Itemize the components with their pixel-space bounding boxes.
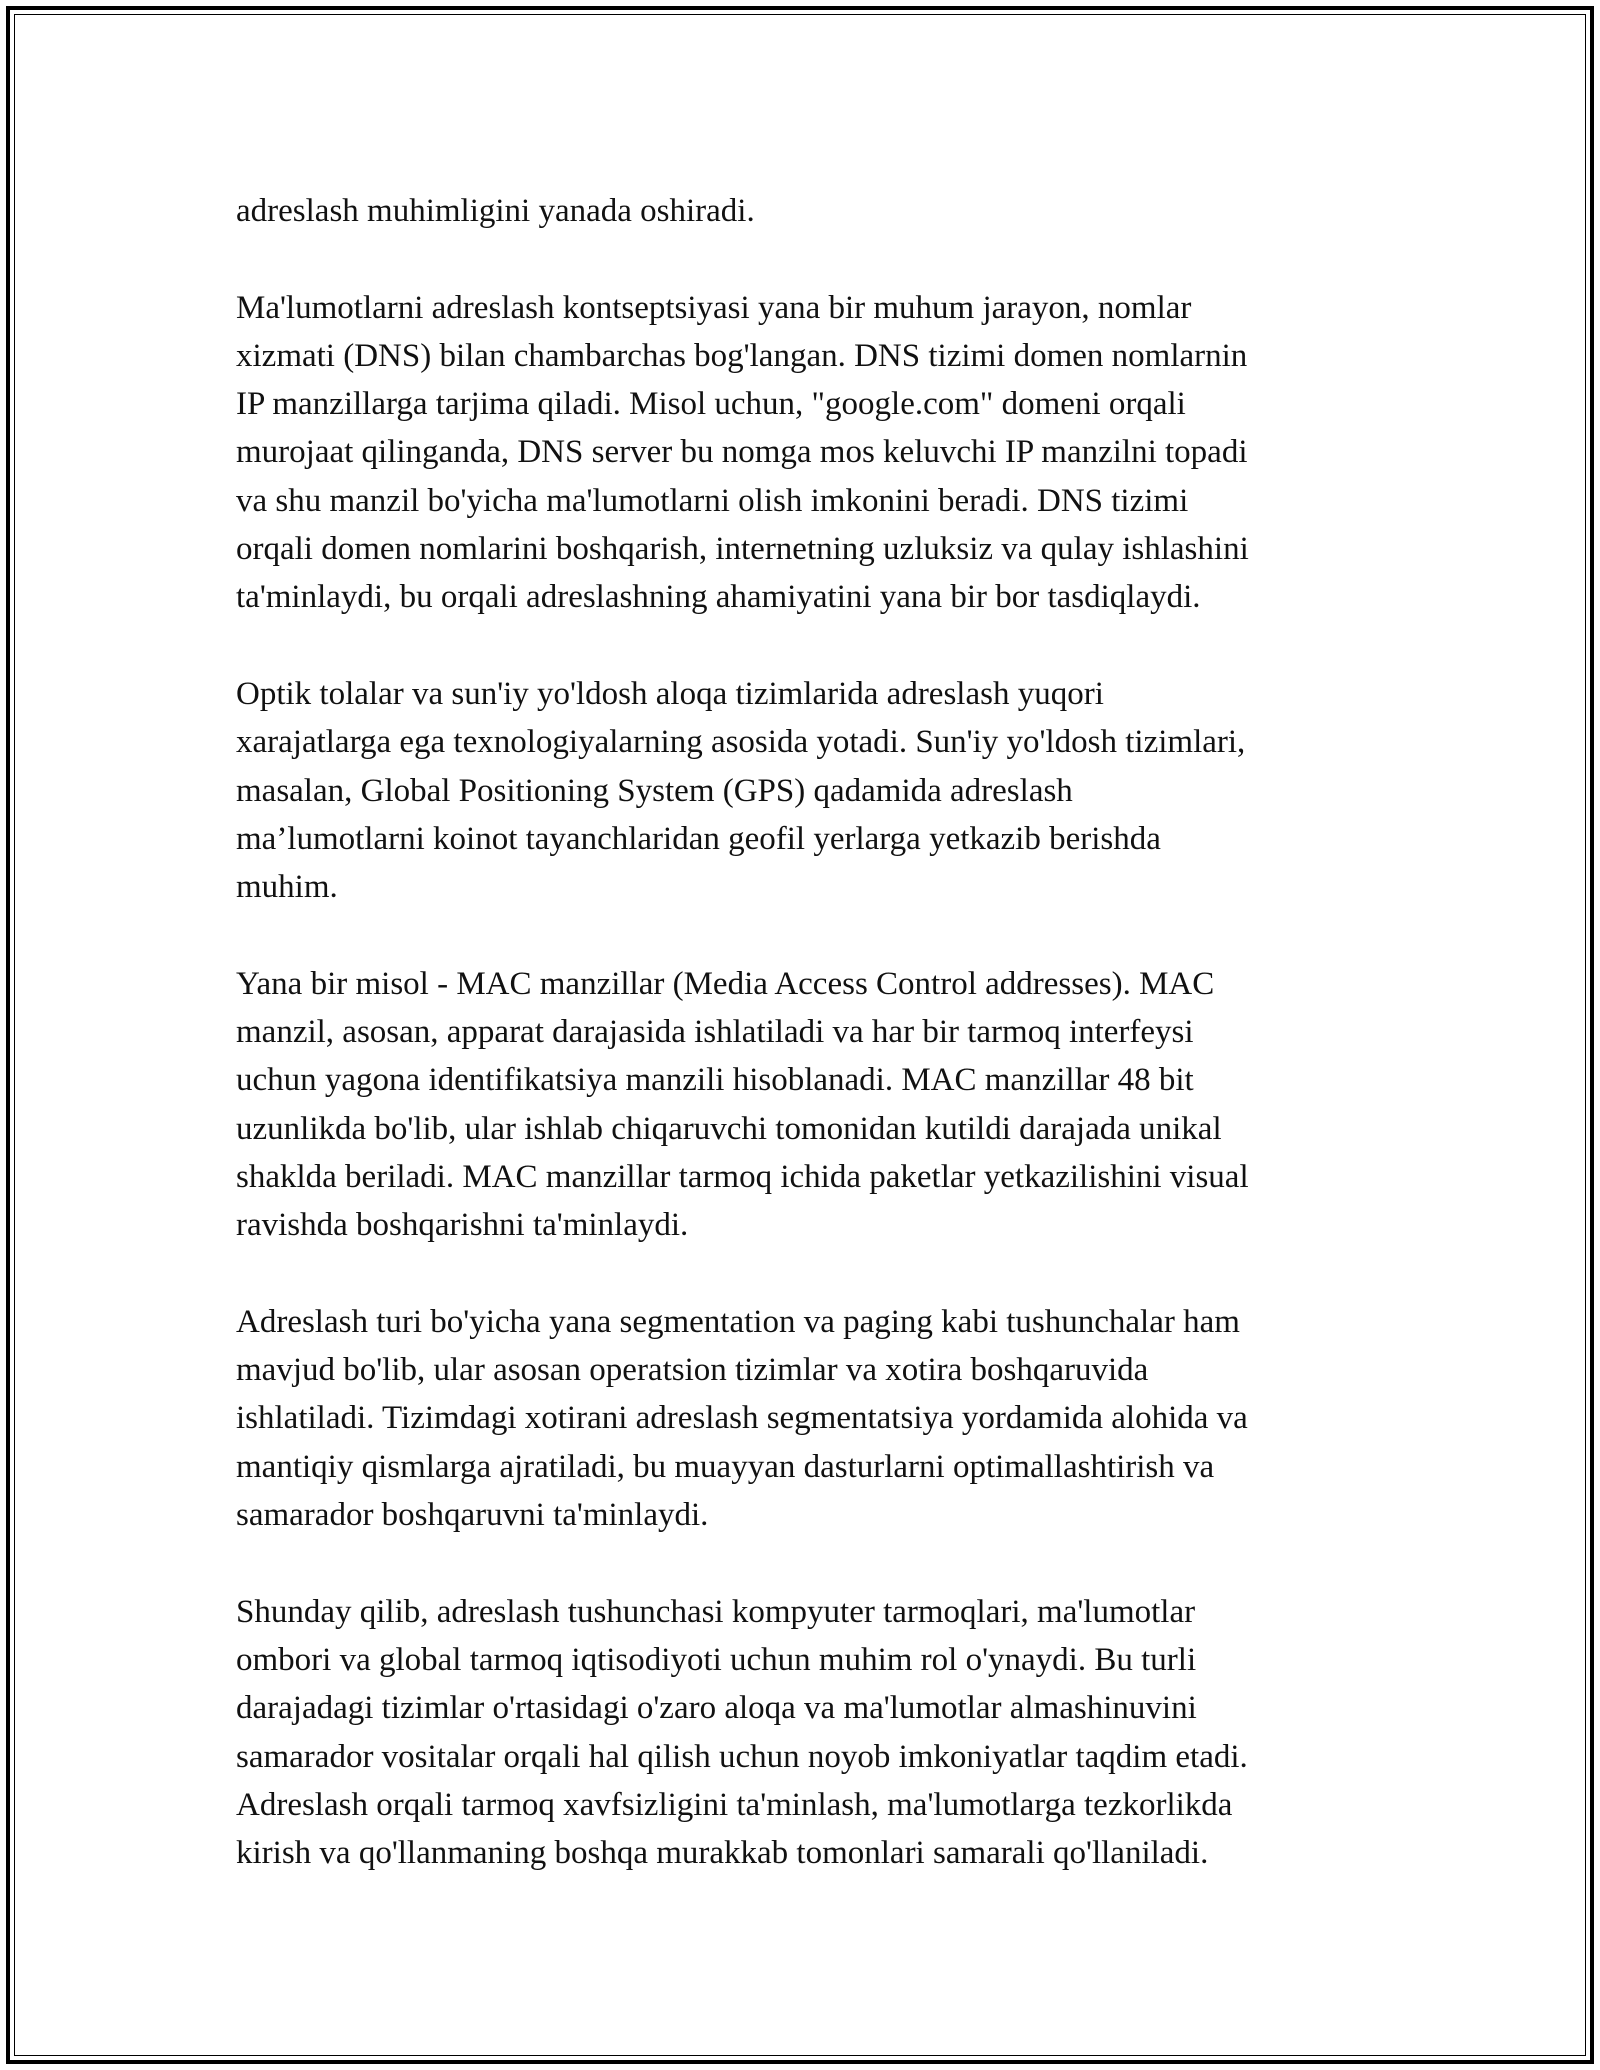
paragraph-mac-addresses: Yana bir misol - MAC manzillar (Media Access Control addresses). MAC manzil, asosan, apparat darajasida ishlatiladi va har bir tarmoq interfeysi uchun yagona identifikatsiya manzili hisoblanadi. MAC manzillar 48 bit uzunlikda bo'lib, ular ishlab chiqaruvchi tomonidan kutildi darajada unikal shaklda beriladi. MAC manzillar tarmoq ichida paketlar yetkazilishini visual ravishda boshqarishni ta'minlaydi.: [236, 965, 1249, 1244]
paragraph-dns: Ma'lumotlarni adreslash kontseptsiyasi yana bir muhum jarayon, nomlar xizmati (DNS) bilan chambarchas bog'langan. DNS tizimi domen nomlarnin IP manzillarga tarjima qiladi. Misol uchun, "google.com" domeni orqali murojaat qilinganda, DNS server bu nomga mos keluvchi IP manzilni topadi va shu manzil bo'yicha ma'lumotlarni olish imkonini beradi. DNS tizimi orqali domen nomlarini boshqarish, internetning uzluksiz va qulay ishlashini ta'minlaydi, bu orqali adreslashning ahamiyatini yana bir bor tasdiqlaydi.: [236, 289, 1249, 616]
paragraph-continuation: adreslash muhimligini yanada oshiradi.: [236, 193, 755, 229]
document-body: [236, 187, 1366, 1877]
paragraph-segmentation-paging: Adreslash turi bo'yicha yana segmentation va paging kabi tushunchalar ham mavjud bo'lib, ular asosan operatsion tizimlar va xotira boshqaruvida ishlatiladi. Tizimdagi xotirani adreslash segmentatsiya yordamida alohida va mantiqiy qismlarga ajratiladi, bu muayyan dasturlarni optimallashtirish va samarador boshqaruvni ta'minlaydi.: [236, 1303, 1248, 1534]
paragraph-optical-satellite: Optik tolalar va sun'iy yo'ldosh aloqa tizimlarida adreslash yuqori xarajatlarga ega texnologiyalarning asosida yotadi. Sun'iy yo'ldosh tizimlari, masalan, Global Positioning System (GPS) qadamida adreslash ma’lumotlarni koinot tayanchlaridan geofil yerlarga yetkazib berishda muhim.: [236, 675, 1246, 906]
paragraph-conclusion: Shunday qilib, adreslash tushunchasi kompyuter tarmoqlari, ma'lumotlar ombori va global tarmoq iqtisodiyoti uchun muhim rol o'ynaydi. Bu turli darajadagi tizimlar o'rtasidagi o'zaro aloqa va ma'lumotlar almashinuvini samarador vositalar orqali hal qilish uchun noyob imkoniyatlar taqdim etadi. Adreslash orqali tarmoq xavfsizligini ta'minlash, ma'lumotlarga tezkorlikda kirish va qo'llanmaning boshqa murakkab tomonlari samarali qo'llaniladi.: [236, 1593, 1248, 1872]
